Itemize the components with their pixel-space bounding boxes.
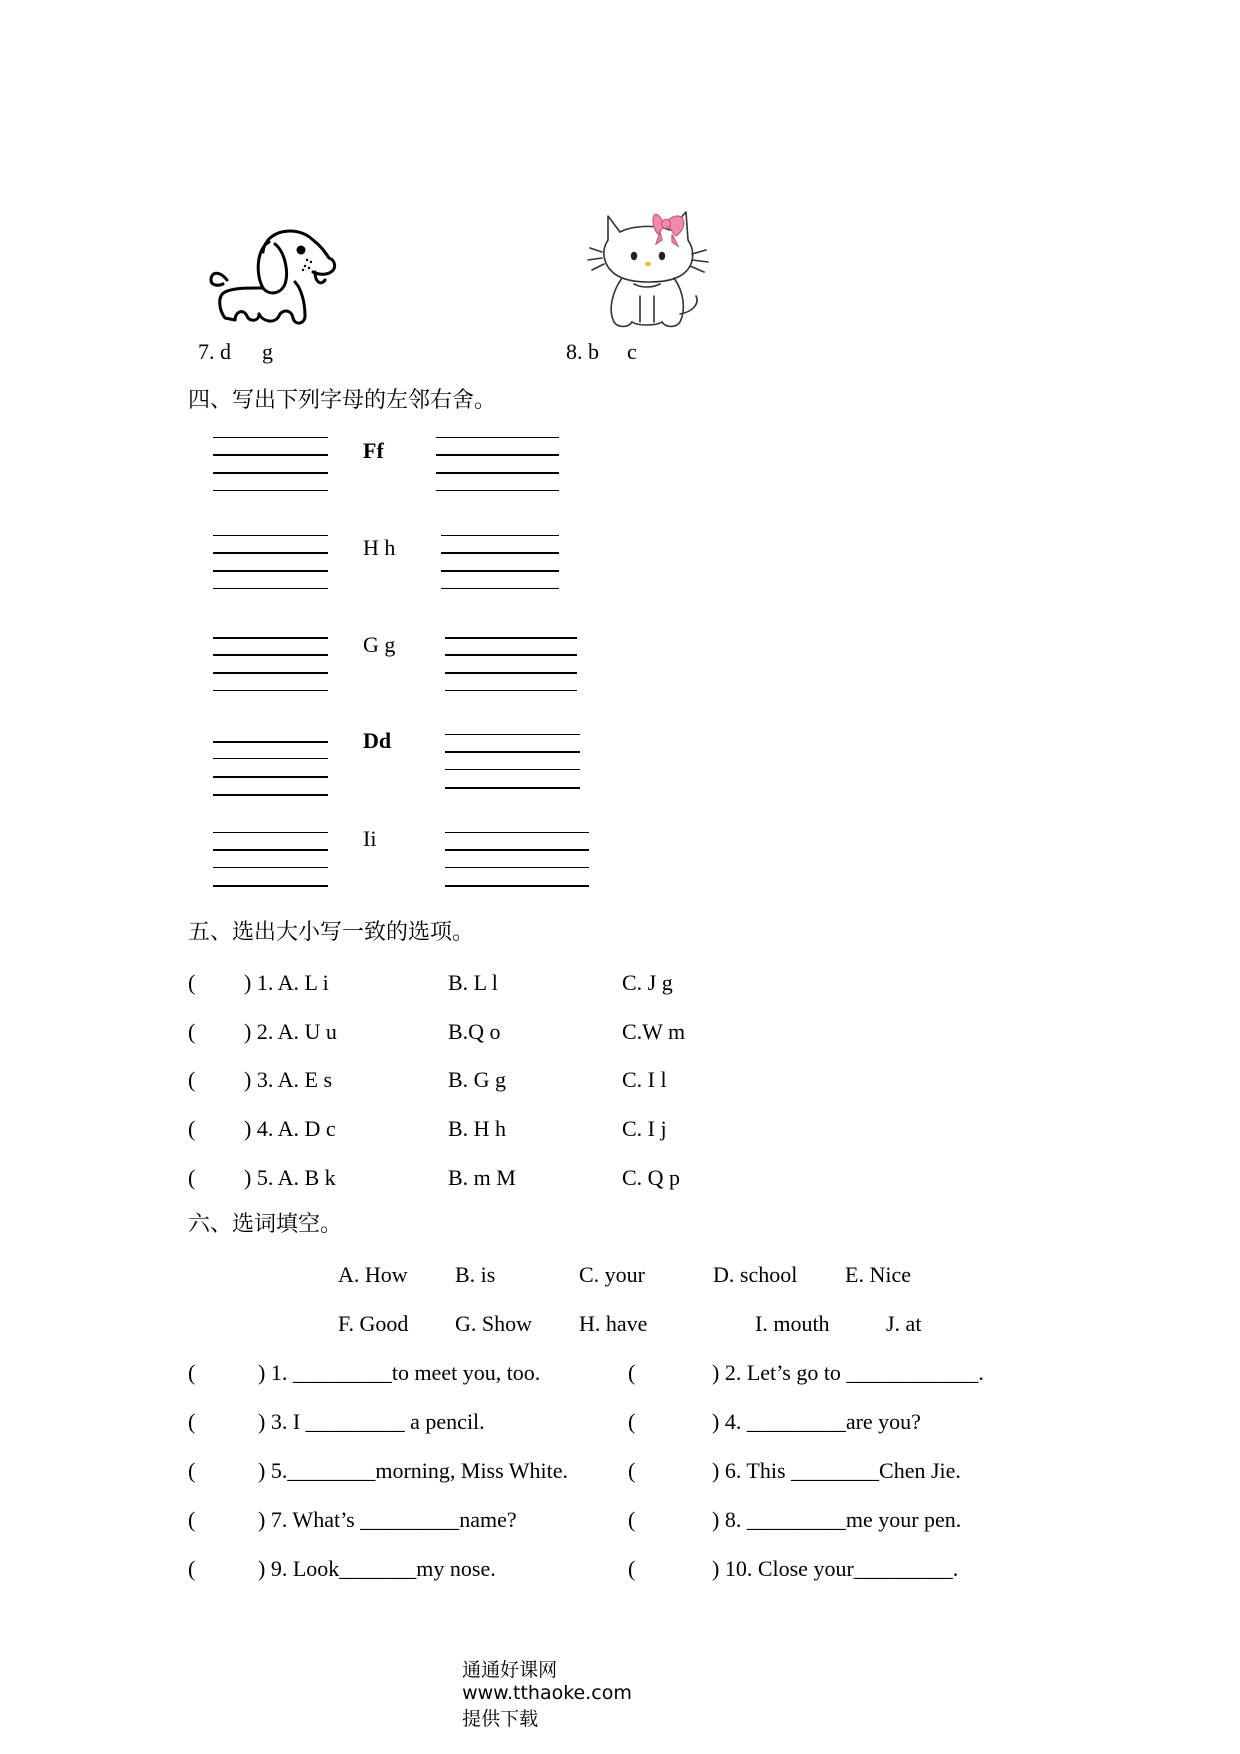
writing-lines-left[interactable] [213, 437, 328, 493]
writing-lines-right[interactable] [445, 734, 580, 790]
option-c: C. I l [622, 1067, 667, 1092]
fill-in-question: ) 6. This ________Chen Jie. [712, 1458, 961, 1483]
word-option: C. your [579, 1262, 645, 1287]
writing-lines-right[interactable] [436, 437, 559, 493]
fill-in-question: ) 3. I _________ a pencil. [258, 1409, 485, 1434]
letter-pair: Dd [363, 728, 392, 753]
word-option: B. is [455, 1262, 496, 1287]
answer-paren[interactable]: ( [188, 1019, 196, 1044]
word-option: G. Show [455, 1311, 533, 1336]
answer-paren[interactable]: ( [188, 1360, 196, 1385]
answer-paren[interactable]: ( [628, 1458, 636, 1483]
section6-heading: 六、选词填空。 [188, 1212, 343, 1237]
word-option: D. school [713, 1262, 798, 1287]
answer-paren[interactable]: ( [188, 1409, 196, 1434]
writing-lines-left[interactable] [213, 741, 328, 797]
cat-label: 8. b [566, 339, 599, 364]
answer-paren[interactable]: ( [628, 1409, 636, 1434]
word-option: F. Good [338, 1311, 409, 1336]
answer-paren[interactable]: ( [188, 1165, 196, 1190]
fill-in-question: ) 9. Look_______my nose. [258, 1556, 496, 1581]
answer-paren[interactable]: ( [628, 1360, 636, 1385]
option-a: ) 5. A. B k [244, 1165, 336, 1190]
answer-paren[interactable]: ( [188, 1116, 196, 1141]
option-a: ) 1. A. L i [244, 970, 329, 995]
answer-paren[interactable]: ( [188, 1556, 196, 1581]
footer-site-name: 通通好课网 [462, 1659, 558, 1681]
option-b: B. H h [448, 1116, 507, 1141]
option-b: B.Q o [448, 1019, 501, 1044]
word-option: J. at [886, 1311, 922, 1336]
option-a: ) 2. A. U u [244, 1019, 337, 1044]
letter-pair: Ff [363, 438, 384, 463]
option-b: B. m M [448, 1165, 516, 1190]
word-option: A. How [338, 1262, 408, 1287]
option-c: C.W m [622, 1019, 686, 1044]
section5-heading: 五、选出大小写一致的选项。 [188, 920, 475, 945]
fill-in-question: ) 1. _________to meet you, too. [258, 1360, 541, 1385]
fill-in-question: ) 5.________morning, Miss White. [258, 1458, 569, 1483]
option-b: B. L l [448, 970, 498, 995]
section4-heading: 四、写出下列字母的左邻右舍。 [188, 388, 497, 413]
writing-lines-right[interactable] [445, 832, 589, 888]
option-a: ) 4. A. D c [244, 1116, 336, 1141]
answer-paren[interactable]: ( [188, 970, 196, 995]
fill-in-question: ) 7. What’s _________name? [258, 1507, 517, 1532]
footer-suffix: 提供下载 [462, 1708, 539, 1730]
dog-picture [205, 222, 340, 332]
fill-in-question: ) 8. _________me your pen. [712, 1507, 962, 1532]
word-option: H. have [579, 1311, 648, 1336]
writing-lines-left[interactable] [213, 637, 328, 693]
answer-paren[interactable]: ( [628, 1556, 636, 1581]
answer-paren[interactable]: ( [188, 1458, 196, 1483]
letter-pair: Ii [363, 826, 377, 851]
option-b: B. G g [448, 1067, 507, 1092]
letter-pair: G g [363, 632, 396, 657]
answer-paren[interactable]: ( [628, 1507, 636, 1532]
writing-lines-right[interactable] [445, 637, 577, 693]
option-c: C. Q p [622, 1165, 681, 1190]
fill-in-question: ) 10. Close your_________. [712, 1556, 959, 1581]
writing-lines-right[interactable] [441, 535, 559, 591]
writing-lines-left[interactable] [213, 535, 328, 591]
word-option: E. Nice [845, 1262, 911, 1287]
option-c: C. J g [622, 970, 673, 995]
cat-blank-letter: c [627, 339, 637, 364]
word-option: I. mouth [755, 1311, 830, 1336]
letter-pair: H h [363, 535, 396, 560]
option-c: C. I j [622, 1116, 667, 1141]
writing-lines-left[interactable] [213, 832, 328, 888]
fill-in-question: ) 2. Let’s go to ____________. [712, 1360, 984, 1385]
answer-paren[interactable]: ( [188, 1507, 196, 1532]
footer-url[interactable]: www.tthaoke.com [462, 1682, 632, 1704]
fill-in-question: ) 4. _________are you? [712, 1409, 921, 1434]
dog-label: 7. d [198, 339, 231, 364]
answer-paren[interactable]: ( [188, 1067, 196, 1092]
option-a: ) 3. A. E s [244, 1067, 332, 1092]
footer [450, 1633, 638, 1731]
dog-blank-letter: g [262, 339, 273, 364]
cat-picture [588, 196, 718, 331]
